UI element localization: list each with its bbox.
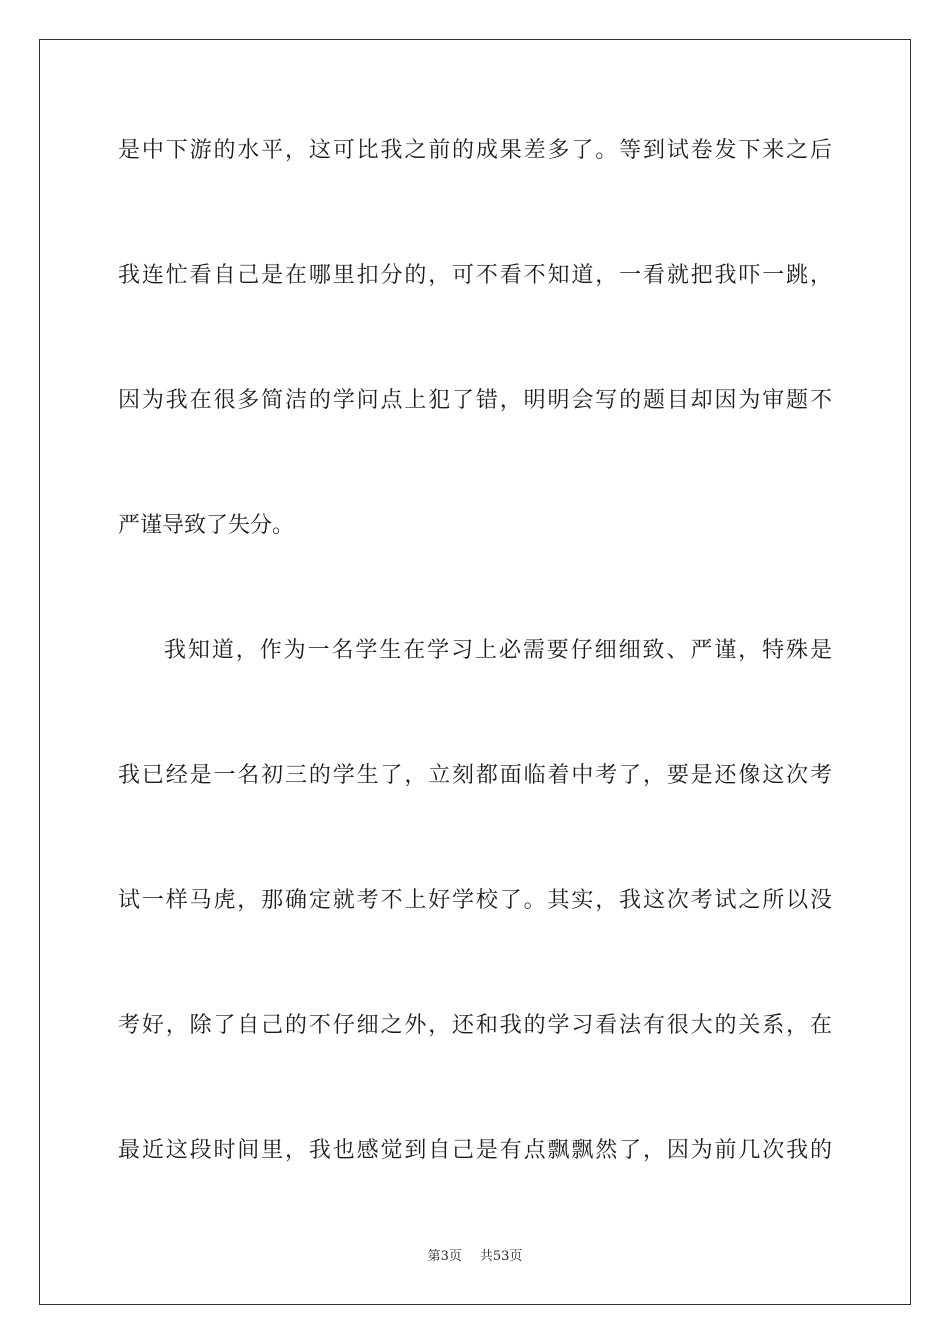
- text-line: 我连忙看自己是在哪里扣分的，可不看不知道，一看就把我吓一跳，: [118, 263, 832, 288]
- paragraph-first-line: 我知道，作为一名学生在学习上必需要仔细细致、严谨，特殊是: [164, 638, 832, 663]
- page-number: 第3页: [427, 1249, 462, 1264]
- page-footer: [0, 1248, 950, 1266]
- text-line: 因为我在很多简洁的学问点上犯了错，明明会写的题目却因为审题不: [118, 388, 832, 413]
- text-line: 严谨导致了失分。: [118, 513, 295, 538]
- total-pages: 共53页: [479, 1249, 523, 1264]
- text-line: 是中下游的水平，这可比我之前的成果差多了。等到试卷发下来之后: [118, 138, 832, 163]
- text-line: 试一样马虎，那确定就考不上好学校了。其实，我这次考试之所以没: [118, 888, 832, 913]
- text-line: 考好，除了自己的不仔细之外，还和我的学习看法有很大的关系，在: [118, 1013, 832, 1038]
- text-line: 我已经是一名初三的学生了，立刻都面临着中考了，要是还像这次考: [118, 763, 832, 788]
- text-line: 最近这段时间里，我也感觉到自己是有点飘飘然了，因为前几次我的: [118, 1138, 832, 1163]
- page-frame: [39, 39, 911, 1305]
